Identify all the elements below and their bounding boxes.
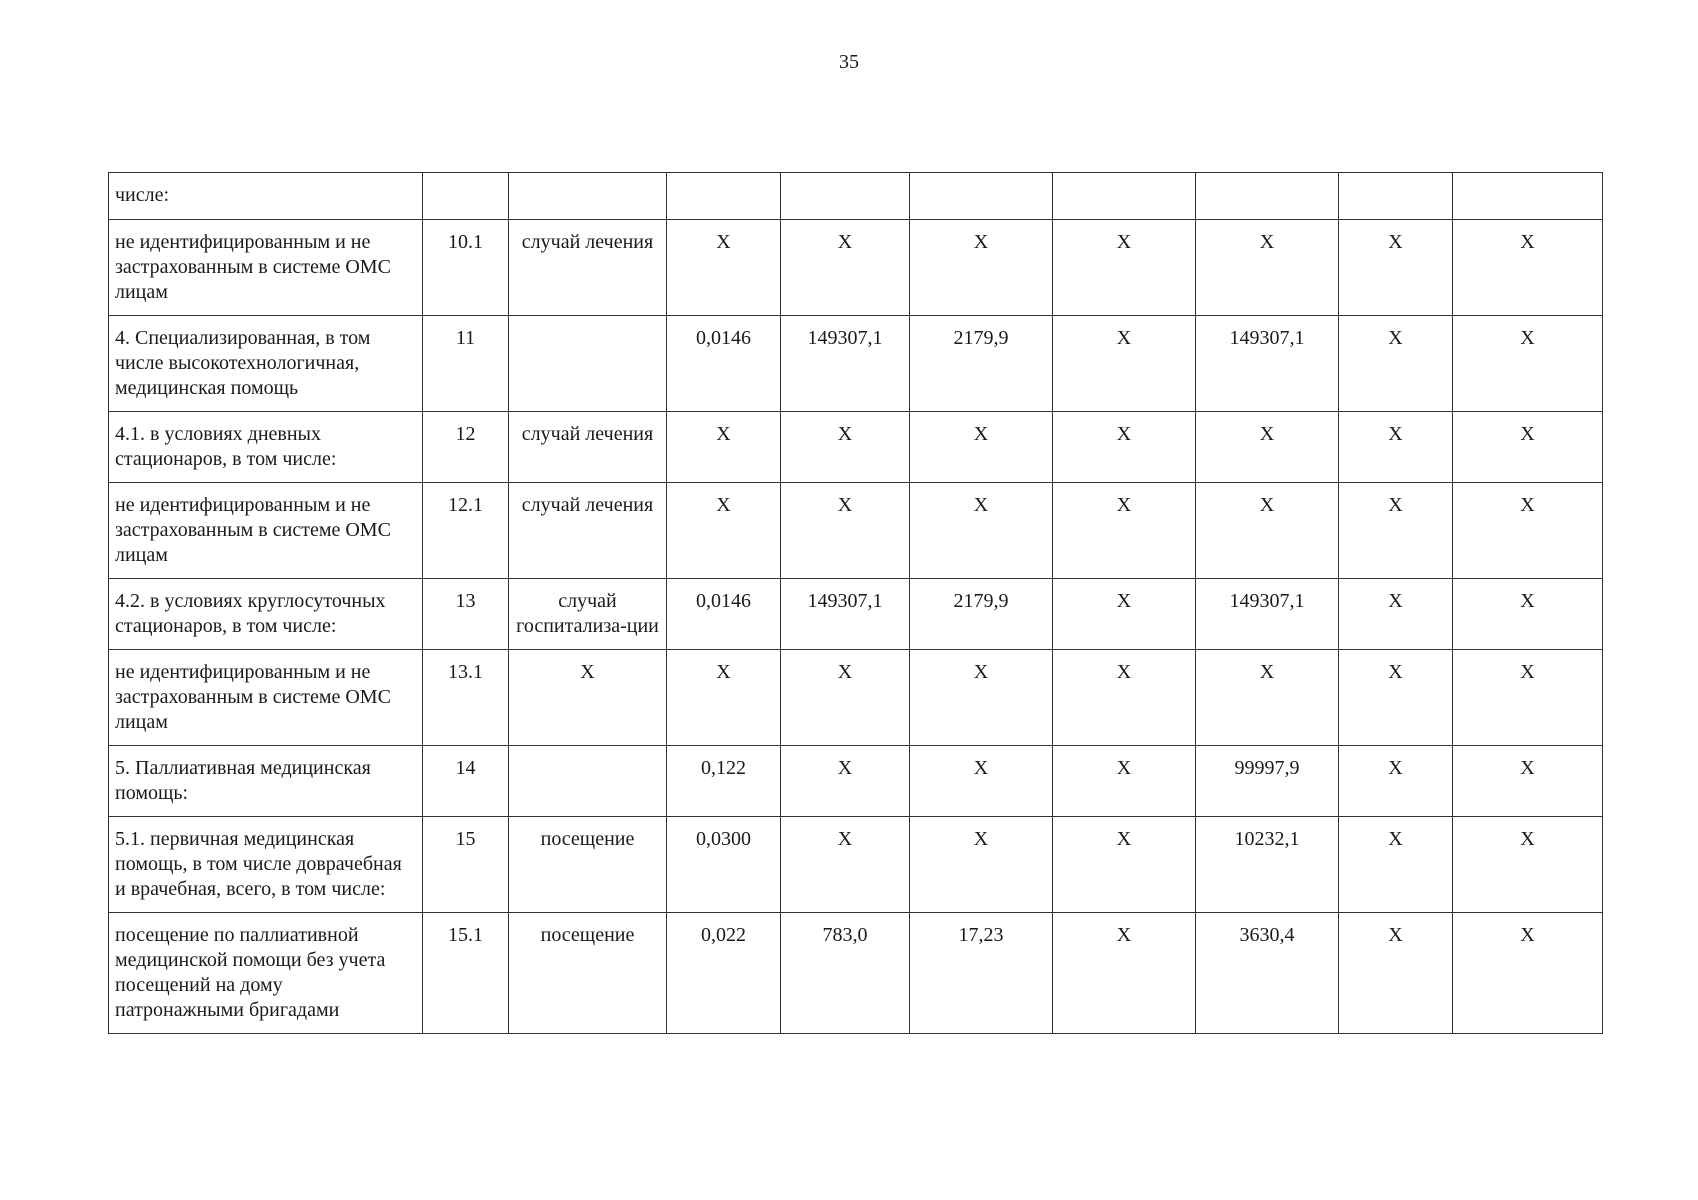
unit-cell xyxy=(509,746,667,817)
value-cell-4: X xyxy=(1053,483,1196,579)
value-cell-7: X xyxy=(1453,220,1603,316)
value-cell-5: 10232,1 xyxy=(1196,817,1339,913)
table-row xyxy=(109,412,1603,483)
value-cell-2: X xyxy=(781,746,910,817)
row-number-cell: 10.1 xyxy=(423,220,509,316)
value-cell-5: X xyxy=(1196,650,1339,746)
value-cell-2: X xyxy=(781,220,910,316)
table-row xyxy=(109,220,1603,316)
value-cell-2: 149307,1 xyxy=(781,316,910,412)
value-cell-7: X xyxy=(1453,817,1603,913)
value-cell-2: X xyxy=(781,483,910,579)
value-cell-5: 99997,9 xyxy=(1196,746,1339,817)
row-number-cell: 13 xyxy=(423,579,509,650)
value-cell-3: 2179,9 xyxy=(910,316,1053,412)
row-name-cell: 5.1. первичная медицинская помощь, в том числе доврачебная и врачебная, всего, в том числе: xyxy=(109,817,423,913)
value-cell-6 xyxy=(1339,173,1453,220)
value-cell-3: X xyxy=(910,483,1053,579)
value-cell-2: 783,0 xyxy=(781,913,910,1034)
row-number-cell: 13.1 xyxy=(423,650,509,746)
unit-cell: случай лечения xyxy=(509,412,667,483)
table-row xyxy=(109,579,1603,650)
value-cell-3: X xyxy=(910,746,1053,817)
table-row xyxy=(109,173,1603,220)
value-cell-7: X xyxy=(1453,650,1603,746)
row-number-cell xyxy=(423,173,509,220)
table-row xyxy=(109,817,1603,913)
value-cell-5: 149307,1 xyxy=(1196,316,1339,412)
value-cell-1: 0,0146 xyxy=(667,579,781,650)
table-row xyxy=(109,913,1603,1034)
value-cell-5: 3630,4 xyxy=(1196,913,1339,1034)
row-name-cell: посещение по паллиативной медицинской помощи без учета посещений на дому патронажными бригадами xyxy=(109,913,423,1034)
unit-cell xyxy=(509,316,667,412)
value-cell-6: X xyxy=(1339,650,1453,746)
value-cell-2: X xyxy=(781,412,910,483)
value-cell-4: X xyxy=(1053,913,1196,1034)
value-cell-4: X xyxy=(1053,412,1196,483)
value-cell-4: X xyxy=(1053,316,1196,412)
row-number-cell: 12 xyxy=(423,412,509,483)
value-cell-6: X xyxy=(1339,579,1453,650)
value-cell-3: X xyxy=(910,650,1053,746)
value-cell-5: X xyxy=(1196,220,1339,316)
value-cell-6: X xyxy=(1339,746,1453,817)
value-cell-1 xyxy=(667,173,781,220)
value-cell-7: X xyxy=(1453,316,1603,412)
value-cell-2: X xyxy=(781,817,910,913)
value-cell-1: X xyxy=(667,220,781,316)
value-cell-6: X xyxy=(1339,316,1453,412)
unit-cell: случай лечения xyxy=(509,220,667,316)
value-cell-6: X xyxy=(1339,483,1453,579)
value-cell-3: 2179,9 xyxy=(910,579,1053,650)
row-number-cell: 11 xyxy=(423,316,509,412)
value-cell-4: X xyxy=(1053,220,1196,316)
value-cell-4: X xyxy=(1053,746,1196,817)
unit-cell: X xyxy=(509,650,667,746)
value-cell-6: X xyxy=(1339,913,1453,1034)
value-cell-7: X xyxy=(1453,483,1603,579)
value-cell-3: X xyxy=(910,412,1053,483)
value-cell-7: X xyxy=(1453,746,1603,817)
row-number-cell: 15.1 xyxy=(423,913,509,1034)
value-cell-3: X xyxy=(910,220,1053,316)
page-number: 35 xyxy=(839,51,859,73)
table-row xyxy=(109,316,1603,412)
row-name-cell: 4. Специализированная, в том числе высокотехнологичная, медицинская помощь xyxy=(109,316,423,412)
unit-cell xyxy=(509,173,667,220)
value-cell-5: X xyxy=(1196,412,1339,483)
value-cell-1: 0,0300 xyxy=(667,817,781,913)
row-name-cell: 4.1. в условиях дневных стационаров, в том числе: xyxy=(109,412,423,483)
row-name-cell: не идентифицированным и не застрахованным в системе ОМС лицам xyxy=(109,483,423,579)
value-cell-1: X xyxy=(667,483,781,579)
value-cell-2: X xyxy=(781,650,910,746)
table-row xyxy=(109,746,1603,817)
value-cell-4 xyxy=(1053,173,1196,220)
value-cell-6: X xyxy=(1339,412,1453,483)
value-cell-2: 149307,1 xyxy=(781,579,910,650)
table-row xyxy=(109,483,1603,579)
unit-cell: случай госпитализа-ции xyxy=(509,579,667,650)
row-number-cell: 15 xyxy=(423,817,509,913)
row-number-cell: 12.1 xyxy=(423,483,509,579)
row-name-cell: не идентифицированным и не застрахованным в системе ОМС лицам xyxy=(109,220,423,316)
row-name-cell: 4.2. в условиях круглосуточных стационаров, в том числе: xyxy=(109,579,423,650)
value-cell-1: 0,122 xyxy=(667,746,781,817)
row-name-cell: не идентифицированным и не застрахованным в системе ОМС лицам xyxy=(109,650,423,746)
unit-cell: посещение xyxy=(509,913,667,1034)
value-cell-3: X xyxy=(910,817,1053,913)
value-cell-4: X xyxy=(1053,579,1196,650)
unit-cell: случай лечения xyxy=(509,483,667,579)
value-cell-5: X xyxy=(1196,483,1339,579)
unit-cell: посещение xyxy=(509,817,667,913)
row-name-cell: 5. Паллиативная медицинская помощь: xyxy=(109,746,423,817)
value-cell-7: X xyxy=(1453,579,1603,650)
value-cell-3: 17,23 xyxy=(910,913,1053,1034)
value-cell-5: 149307,1 xyxy=(1196,579,1339,650)
table-row xyxy=(109,650,1603,746)
row-number-cell: 14 xyxy=(423,746,509,817)
value-cell-7 xyxy=(1453,173,1603,220)
value-cell-3 xyxy=(910,173,1053,220)
data-table xyxy=(108,172,1603,1034)
value-cell-4: X xyxy=(1053,817,1196,913)
value-cell-1: X xyxy=(667,412,781,483)
value-cell-6: X xyxy=(1339,817,1453,913)
value-cell-4: X xyxy=(1053,650,1196,746)
value-cell-1: 0,0146 xyxy=(667,316,781,412)
value-cell-5 xyxy=(1196,173,1339,220)
value-cell-7: X xyxy=(1453,412,1603,483)
value-cell-1: X xyxy=(667,650,781,746)
value-cell-7: X xyxy=(1453,913,1603,1034)
row-name-cell: числе: xyxy=(109,173,423,220)
table-body xyxy=(109,173,1603,1034)
value-cell-6: X xyxy=(1339,220,1453,316)
value-cell-2 xyxy=(781,173,910,220)
value-cell-1: 0,022 xyxy=(667,913,781,1034)
